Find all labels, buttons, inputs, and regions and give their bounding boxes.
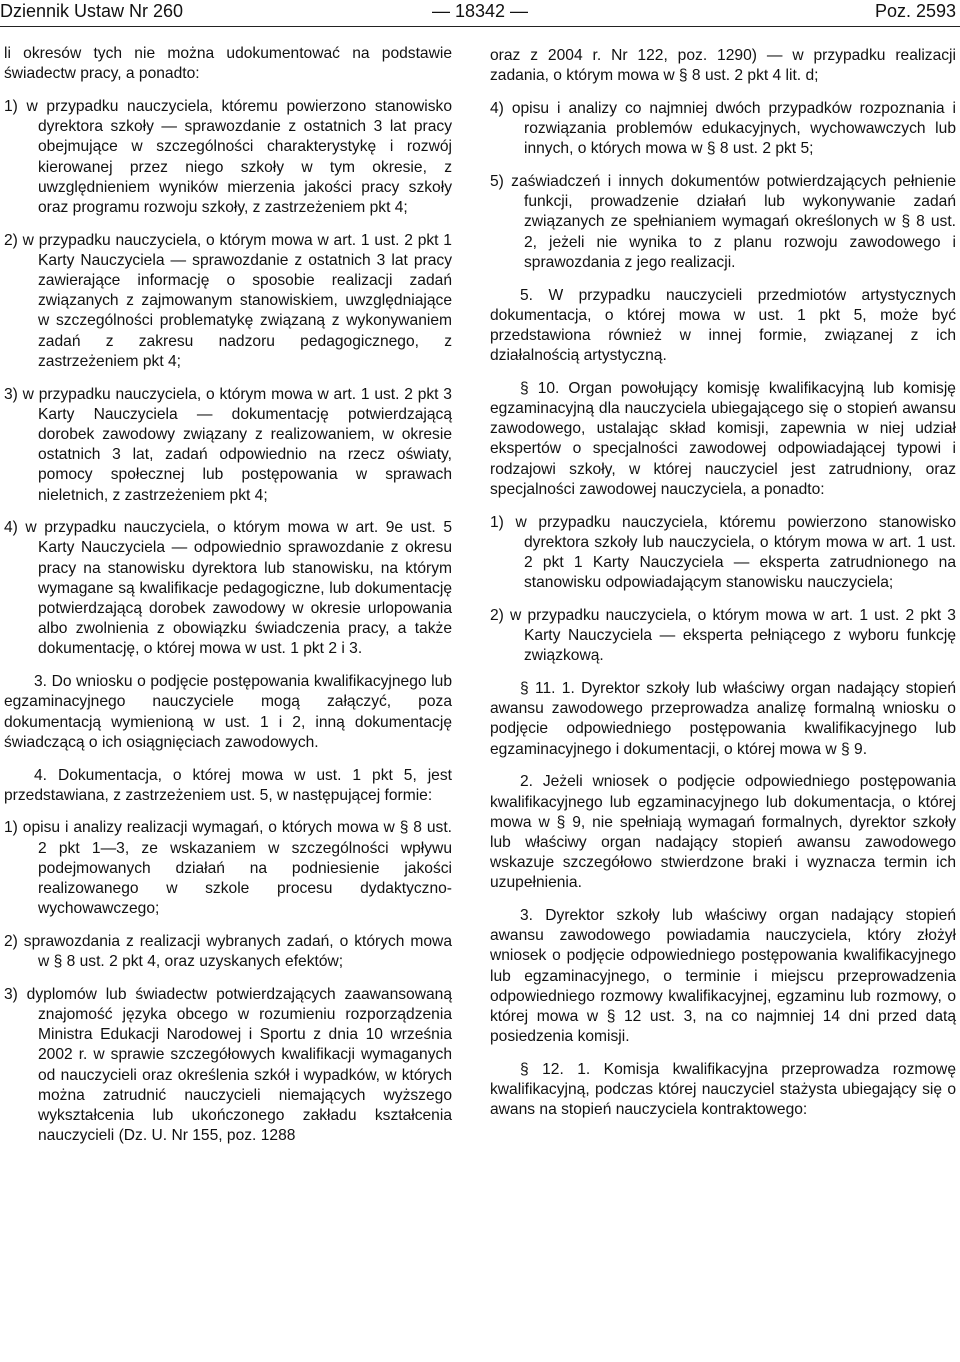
list-item-form-3: 3) dyplomów lub świadectw potwierdzających zaawansowaną znajomość języka obcego w rozumieniu rozporządzenia Ministra Edukacji Narodowej i Sportu z dnia 10 września 2002 r. w sprawie szczegółowych kwalifikacji wymaganych od nauczycieli oraz określenia szkół i wypadków, w których można zatrudnić nauczycieli niemających wyższego wykształcenia lub ukończonego zakładu kształcenia nauczycieli (Dz. U. Nr 155, poz. 1288 [4,985,452,1145]
list-item-form-5: 5) zaświadczeń i innych dokumentów potwierdzających pełnienie funkcji, prowadzenie działań lub wykonywanie zadań związanych ze spełnianiem wymagań określonych w § 8 ust. 2, jeżeli nie wynika to z planu rozwoju zawodowego i sprawozdania z jego realizacji. [490,173,956,271]
page-number: — 18342 — [431,1,529,21]
header-rule [0,26,960,27]
paragraph-par-10: § 10. Organ powołujący komisję kwalifikacyjną lub komisję egzaminacyjną dla nauczyciela ubiegającego się o stopień awansu zawodowego, ustalając skład komisji, zapewnia w niej udział ekspertów o specjalności zawodowej odpowiadającej typowi i rodzajowi szkoły, w której nauczyciel jest zatrudniony, oraz specjalności zawodowej nauczyciela, a ponadto: [490,379,956,498]
list-item-2-supervision: 2) w przypadku nauczyciela, o którym mowa w art. 1 ust. 2 pkt 1 Karty Nauczyciela — sprawozdanie z ostatnich 3 lat pracy zawierające informację o sposobie realizacji zadań związanych z zajmowanym stanowiskiem, uwzględniające w szczególności problematykę związaną z wykonywaniem zadań z zakresu nadzoru pedagogicznego, z zastrzeżeniem pkt 4; [4,231,452,370]
paragraph-par-11-3: 3. Dyrektor szkoły lub właściwy organ nadający stopień awansu zawodowego powiadamia nauczyciela, który złożył wniosek o podjęcie odpowiedniego postępowania kwalifikacyjnego lub egzaminacyjnego, o terminie i miejscu przeprowadzenia odpowiedniego rozmowy kwalifikacyjnej, egzaminu lub rozmowy, o której mowa w § 12 ust. 3, na co najmniej 14 dni przed datą posiedzenia komisji. [490,907,956,1046]
page-header [0,0,960,26]
paragraph-citation-continuation: oraz z 2004 r. Nr 122, poz. 1290) — w przypadku realizacji zadania, o którym mowa w § 8 ust. 2 pkt 4 lit. d; [490,47,956,85]
journal-title: Dziennik Ustaw Nr 260 [0,1,184,21]
right-column [490,46,956,1133]
list-item-form-1: 1) opisu i analizy realizacji wymagań, o których mowa w § 8 ust. 2 pkt 1—3, ze wskazaniem w szczególności wpływu podejmowanych działań na podniesienie jakości realizowanego w szkole procesu dydaktyczno-wychowawczego; [4,819,452,918]
paragraph-section-4: 4. Dokumentacja, o której mowa w ust. 1 pkt 5, jest przedstawiana, z zastrzeżeniem ust. 5, w następującej formie: [4,766,452,804]
list-item-form-4: 4) opisu i analizy co najmniej dwóch przypadków rozpoznania i rozwiązania problemów edukacyjnych, wychowawczych lub innych, o których mowa w § 8 ust. 2 pkt 5; [490,99,956,158]
list-item-form-2: 2) sprawozdania z realizacji wybranych zadań, o których mowa w § 8 ust. 2 pkt 4, oraz uzyskanych efektów; [4,932,452,971]
list-item-expert-1: 1) w przypadku nauczyciela, któremu powierzono stanowisko dyrektora szkoły lub nauczyciela, o którym mowa w art. 1 ust. 2 pkt 1 Karty Nauczyciela — eksperta zatrudnionego na stanowisku odpowiadającym stanowisku nauczyciela; [490,513,956,592]
paragraph-par-11-1: § 11. 1. Dyrektor szkoły lub właściwy organ nadający stopień awansu zawodowego przeprowadza analizę formalną wniosku o podjęcie odpowiedniego postępowania kwalifikacyjnego lub egzaminacyjnego i dokumentacji, o której mowa w § 9. [490,679,956,758]
paragraph-section-5: 5. W przypadku nauczycieli przedmiotów artystycznych dokumentacja, o której mowa w ust. 1 pkt 5, może być przedstawiona również w innej formie, związanej z ich działalnością artystyczną. [490,286,956,365]
paragraph-par-12-1: § 12. 1. Komisja kwalifikacyjna przeprowadza rozmowę kwalifikacyjną, podczas której nauczyciel stażysta ubiegający się o awans na stopień nauczyciela kontraktowego: [490,1060,956,1119]
paragraph-section-3: 3. Do wniosku o podjęcie postępowania kwalifikacyjnego lub egzaminacyjnego nauczyciele mogą załączyć, poza dokumentacją wymienioną w ust. 1 i 2, inną dokumentację świadczącą o ich osiągnięciach zawodowych. [4,673,452,751]
paragraph-par-11-2: 2. Jeżeli wniosek o podjęcie odpowiedniego postępowania kwalifikacyjnego lub egzaminacyjnego lub dokumentacja, o której mowa w § 9, nie spełniają wymagań formalnych, dyrektor szkoły lub właściwy organ nadający stopień awansu zawodowego wskazuje szczegółowo stwierdzone braki i wyznacza termin ich uzupełnienia. [490,773,956,892]
list-item-1-director: 1) w przypadku nauczyciela, któremu powierzono stanowisko dyrektora szkoły — sprawozdanie z ostatnich 3 lat pracy obejmujące w szczególności charakterystykę i rozwój kierowanej przez niego szkoły w tym okresie, z uwzględnieniem wyników mierzenia jakości pracy szkoły oraz programu rozwoju szkoły, z zastrzeżeniem pkt 4; [4,97,452,216]
list-item-expert-2: 2) w przypadku nauczyciela, o którym mowa w art. 1 ust. 2 pkt 3 Karty Nauczyciela — eksperta pełniącego z wyboru funkcję związkową. [490,606,956,665]
list-item-3-welfare: 3) w przypadku nauczyciela, o którym mowa w art. 1 ust. 2 pkt 3 Karty Nauczyciela — dokumentację potwierdzającą dorobek zawodowy związany z realizowaniem, w okresie ostatnich 3 lat, zadań odpowiednio na rzecz oświaty, pomocy społecznej lub postępowania w sprawach nieletnich, z zastrzeżeniem pkt 4; [4,385,452,504]
left-column [4,44,452,1159]
position-number: Poz. 2593 [874,1,956,21]
list-item-4-art9e: 4) w przypadku nauczyciela, o którym mowa w art. 9e ust. 5 Karty Nauczyciela — odpowiednio sprawozdanie z okresu pracy na stanowisku dyrektora lub stanowisku, na którym wymagane są kwalifikacje pedagogiczne, lub dokumentację potwierdzającą dorobek zawodowy w okresie urlopowania albo zwolnienia z obowiązku świadczenia pracy, a także dokumentację, o której mowa w ust. 1 pkt 2 i 3. [4,519,452,658]
paragraph-intro-continuation: li okresów tych nie można udokumentować na podstawie świadectw pracy, a ponadto: [4,45,452,83]
